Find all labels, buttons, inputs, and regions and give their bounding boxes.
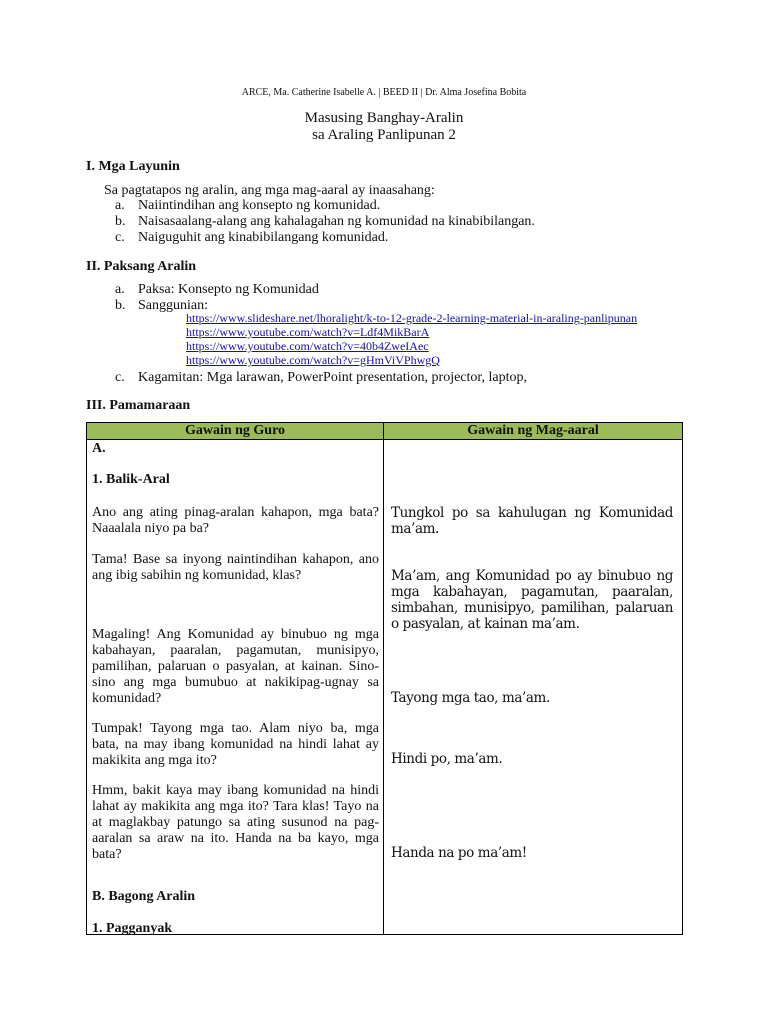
column-header-guro: Gawain ng Guro <box>87 423 384 440</box>
magaaral-answer: Handa na po ma’am! <box>391 845 527 861</box>
magaaral-cell <box>384 440 683 935</box>
document-subtitle: sa Araling Panlipunan 2 <box>312 127 456 143</box>
part-a-label: A. <box>92 441 106 456</box>
pagganyak-heading: 1. Pagganyak <box>92 921 173 936</box>
guro-paragraph: Ano ang ating pinag-aralan kahapon, mga bata? Naaalala niyo pa ba? <box>92 505 379 536</box>
list-item <box>115 213 585 229</box>
guro-cell <box>87 440 384 935</box>
list-item-text: Paksa: Konsepto ng Komunidad <box>138 282 319 297</box>
magaaral-answer: Hindi po, ma’am. <box>391 751 503 767</box>
list-item <box>115 229 585 245</box>
guro-paragraph: Tumpak! Tayong mga tao. Alam niyo ba, mga bata, na may ibang komunidad na hindi lahat ay makikita ang mga ito? <box>92 721 379 768</box>
reference-link[interactable]: https://www.youtube.com/watch?v=gHmViVPhwgQ <box>186 353 440 367</box>
list-item <box>115 281 585 297</box>
magaaral-answer: Ma’am, ang Komunidad po ay binubuo ng mga kabahayan, pagamutan, paaralan, simbahan, munisipyo, pamilihan, palaruan o pasyalan, at kainan ma’am. <box>391 568 673 632</box>
list-item-text: Kagamitan: Mga larawan, PowerPoint presentation, projector, laptop, <box>138 370 527 385</box>
paksa-list <box>115 281 585 313</box>
table-row <box>87 440 683 935</box>
section-heading-paksang-aralin: II. Paksang Aralin <box>86 259 197 274</box>
list-item-label: b. <box>115 298 126 313</box>
kagamitan-item <box>115 369 585 385</box>
reference-link[interactable]: https://www.slideshare.net/lhoralight/k-to-12-grade-2-learning-material-in-araling-panlipunan <box>186 311 638 325</box>
list-item <box>115 197 585 213</box>
section-heading-pamamaraan: III. Pamamaraan <box>86 398 191 413</box>
list-item-label: c. <box>115 230 125 245</box>
guro-paragraph: Hmm, bakit kaya may ibang komunidad na hindi lahat ay makikita ang mga ito? Tara klas! Tayo na at maglakbay patungo sa ating susunod na pag-aaralan sa araw na ito. Handa na ba kayo, mga bata? <box>92 783 379 862</box>
magaaral-answer: Tungkol po sa kahulugan ng Komunidad ma’am. <box>391 505 673 537</box>
layunin-list <box>115 197 585 245</box>
part-b-heading: B. Bagong Aralin <box>92 889 196 904</box>
reference-link[interactable]: https://www.youtube.com/watch?v=Ldf4MikBarA <box>186 325 430 339</box>
list-item-label: c. <box>115 370 125 385</box>
document-title: Masusing Banghay-Aralin <box>304 110 464 126</box>
list-item-text: Naiguguhit ang kinabibilangang komunidad. <box>138 230 389 245</box>
reference-link[interactable]: https://www.youtube.com/watch?v=40b4ZweIAec <box>186 339 429 353</box>
balik-aral-heading: 1. Balik-Aral <box>92 472 170 487</box>
table-header-row <box>87 423 683 440</box>
pamamaraan-table <box>86 422 683 935</box>
section-heading-layunin: I. Mga Layunin <box>86 159 180 174</box>
list-item-label: a. <box>115 282 125 297</box>
list-item-text: Sanggunian: <box>138 298 208 313</box>
list-item-text: Naiintindihan ang konsepto ng komunidad. <box>138 198 381 213</box>
list-item-label: b. <box>115 214 126 229</box>
guro-paragraph: Magaling! Ang Komunidad ay binubuo ng mga kabahayan, paaralan, pagamutan, munisipyo, pamilihan, palaruan o pasyalan, at kainan. Sino-sino ang mga bumubuo at nakikipag-ugnay sa komunidad? <box>92 627 379 706</box>
list-item-label: a. <box>115 198 125 213</box>
list-item <box>115 369 585 385</box>
layunin-intro: Sa pagtatapos ng aralin, ang mga mag-aaral ay inaasahang: <box>104 183 435 198</box>
column-header-magaaral: Gawain ng Mag-aaral <box>384 423 683 440</box>
magaaral-answer: Tayong mga tao, ma’am. <box>391 690 550 706</box>
list-item-text: Naisasaalang-alang ang kahalagahan ng komunidad na kinabibilangan. <box>138 214 535 229</box>
document-header: ARCE, Ma. Catherine Isabelle A. | BEED II | Dr. Alma Josefina Bobita <box>241 87 527 98</box>
reference-links <box>186 311 637 367</box>
guro-paragraph: Tama! Base sa inyong naintindihan kahapon, ano ang ibig sabihin ng komunidad, klas? <box>92 552 379 583</box>
